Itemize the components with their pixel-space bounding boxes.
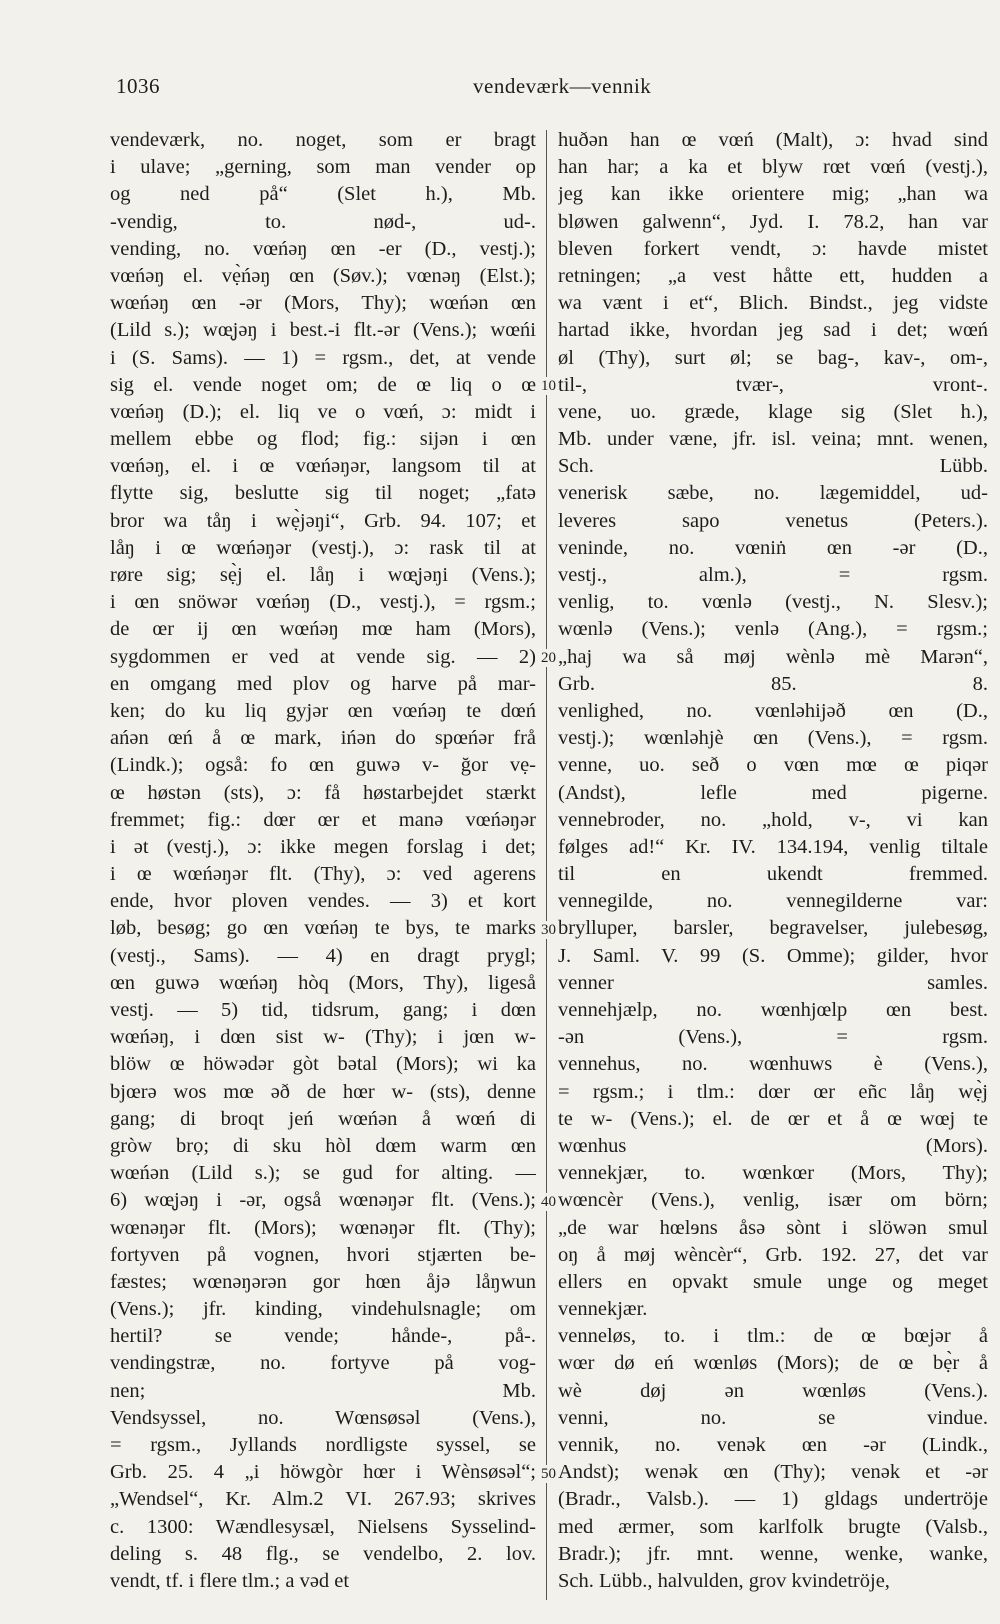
text-line: ende, hvor ploven vendes. — 3) et kort [110, 890, 536, 913]
column-divider [546, 130, 547, 1600]
text-line: vendt, tf. i flere tlm.; a vəd et [110, 1569, 350, 1592]
text-line: i œ wœńəŋər flt. (Thy), ɔ: ved agerens [110, 863, 536, 886]
text-line: de œr ij œn wœńəŋ mœ ham (Mors), [110, 618, 536, 641]
text-line: i (S. Sams). — 1) = rgsm., det, at vende [110, 346, 536, 369]
text-line: vendingstræ, no. fortyve på vog- [110, 1352, 536, 1375]
text-line: vœńəŋ (D.); el. liq ve o vœń, ɔ: midt i [110, 400, 536, 423]
text-line: venne, uo. seð o vœn mœ œ piqər [558, 754, 988, 777]
text-line: (Andst), lefle med pigerne. [558, 781, 988, 804]
text-line: wœńəŋ, i dœn sist w- (Thy); i jœn w- [110, 1026, 536, 1049]
text-line: sygdommen er ved at vende sig. — 2) [110, 645, 536, 668]
text-line: Sch. Lübb., halvulden, grov kvindetröje, [558, 1569, 890, 1592]
text-line: (Lindk.); også: fo œn guwə v- ğor vẹ- [110, 754, 536, 777]
text-line: J. Saml. V. 99 (S. Omme); gilder, hvor [558, 944, 988, 967]
text-line: wœnəŋər flt. (Mors); wœnəŋər flt. (Thy); [110, 1216, 536, 1239]
text-line: røre sig; sẹ̀j el. låŋ i wœ̨jəŋi (Vens.); [110, 564, 536, 586]
text-line: te w- (Vens.); el. de œr et å œ wœj te [558, 1107, 988, 1130]
line-number: 40 [541, 1193, 556, 1210]
text-line: 6) wœ̨jəŋ i -ər, også wœnəŋər flt. (Vens.); [110, 1189, 536, 1212]
text-line: ken; do ku liq gyjər œn vœńəŋ te dœń [110, 699, 536, 722]
text-line: venneløs, to. i tlm.: de œ bœjər å [558, 1325, 988, 1348]
text-line: (Lild s.); wœ̨jəŋ i best.-i flt.-ər (Vens.); wœńi [110, 319, 536, 342]
text-line: øl (Thy), surt øl; se bag-, kav-, om-, [558, 346, 988, 369]
text-line: gang; di broqt jeń wœńən å wœń di [110, 1107, 536, 1130]
text-line: veninde, no. vœniṅ œn -ər (D., [558, 536, 988, 559]
text-line: wœnhus (Mors). [558, 1134, 988, 1157]
text-line: Grb. 85. 8. [558, 672, 988, 695]
text-line: ellers en opvakt smule unge og meget [558, 1270, 988, 1293]
text-line: fremmet; fig.: dœr œr et manə vœńəŋər [110, 808, 536, 831]
page-header [0, 74, 1000, 104]
page-number: 1036 [116, 74, 160, 98]
text-line: til-, tvær-, vront-. [558, 373, 988, 396]
text-line: „Wendsel“, Kr. Alm.2 VI. 267.93; skrives [110, 1488, 536, 1511]
text-line: vennebroder, no. „hold, v-, vi kan [558, 808, 988, 831]
text-line: vœńəŋ, el. i œ vœńəŋər, langsom til at [110, 455, 536, 478]
text-line: bløwen galwenn“, Jyd. I. 78.2, han var [558, 210, 988, 233]
text-line: Grb. 25. 4 „i höwgòr hœr i Wènsøsəl“; [110, 1461, 536, 1484]
text-line: vœńəŋ el. vẹ̀ńəŋ œn (Søv.); vœnəŋ (Elst.); [110, 264, 536, 287]
text-line: (Bradr., Valsb.). — 1) gldags undertröje [558, 1488, 988, 1511]
text-line: œn guwə wœńəŋ hòq (Mors, Thy), ligeså [110, 971, 536, 994]
text-line: vennik, no. venək œn -ər (Lindk., [558, 1434, 988, 1456]
text-line: en omgang med plov og harve på mar- [110, 672, 536, 695]
text-line: œ høstən (sts), ɔ: få høstarbejdet stærkt [110, 781, 536, 804]
text-line: løb, besøg; go œn vœńəŋ te bys, te marks [110, 917, 536, 940]
text-line: „haj wa så møj wènlə mè Marən“, [558, 645, 988, 668]
left-column [110, 127, 536, 1595]
text-line: huðən han œ vœń (Malt), ɔ: hvad sind [558, 129, 988, 151]
text-line: (Vens.); jfr. kinding, vindehulsnagle; om [110, 1298, 536, 1321]
line-number: 30 [541, 921, 556, 938]
text-line: blöw œ höwədər gòt bətal (Mors); wi ka [110, 1053, 536, 1076]
text-line: fortyven på vognen, hvori stjærten be- [110, 1243, 536, 1266]
text-line: = rgsm.; i tlm.: dœr œr eñc låŋ wẹ̀j [558, 1080, 988, 1103]
text-line: sig el. vende noget om; de œ liq o œ [110, 373, 536, 396]
text-line: wœncèr (Vens.), venlig, især om börn; [558, 1189, 988, 1212]
line-number: 50 [541, 1465, 556, 1482]
text-line: og ned på“ (Slet h.), Mb. [110, 183, 536, 206]
text-line: wè døj ən wœnløs (Vens.). [558, 1379, 988, 1402]
right-column [558, 127, 988, 1595]
text-line: til en ukendt fremmed. [558, 863, 988, 886]
text-line: retningen; „a vest håtte ett, hudden a [558, 264, 988, 287]
text-line: wœńəŋ œn -ər (Mors, Thy); wœńən œn [110, 292, 536, 315]
text-line: bleven forkert vendt, ɔ: havde mistet [558, 237, 988, 260]
text-line: bror wa tåŋ i wẹ̀jəŋi“, Grb. 94. 107; et [110, 509, 536, 532]
text-line: ańən œń å œ mark, ińən do spœńər frå [110, 727, 536, 750]
text-line: i ət (vestj.), ɔ: ikke megen forslag i det; [110, 835, 536, 858]
text-line: wa vænt i et“, Blich. Bindst., jeg vidste [558, 292, 988, 315]
text-line: vestj. — 5) tid, tidsrum, gang; i dœn [110, 999, 536, 1021]
text-line: -vendig, to. nød-, ud-. [110, 210, 536, 233]
text-line: gròw brọ; di sku hòl dœm warm œn [110, 1134, 536, 1157]
text-line: „de war hœlɘns åsə sònt i slöwən smul [558, 1216, 988, 1239]
text-line: -ən (Vens.), = rgsm. [558, 1026, 988, 1049]
text-line: jeg kan ikke orientere mig; „han wa [558, 183, 988, 206]
text-line: nen; Mb. [110, 1379, 536, 1402]
text-line: vennekjær. [558, 1298, 648, 1321]
text-line: i ulave; „gerning, som man vender op [110, 156, 536, 179]
text-line: venlighed, no. vœnləhijəð œn (D., [558, 699, 988, 722]
text-line: vennehjælp, no. wœnhjœlp œn best. [558, 999, 988, 1021]
text-line: Sch. Lübb. [558, 455, 988, 478]
text-line: vestj., alm.), = rgsm. [558, 564, 988, 586]
text-line: flytte sig, beslutte sig til noget; „fatə [110, 482, 536, 505]
text-line: vendeværk, no. noget, som er bragt [110, 129, 536, 151]
text-line: venner samles. [558, 971, 988, 994]
text-line: brylluper, barsler, begravelser, julebesøg, [558, 917, 988, 940]
text-line: vestj.); wœnləhjè œn (Vens.), = rgsm. [558, 727, 988, 750]
text-line: venerisk sæbe, no. lægemiddel, ud- [558, 482, 988, 505]
text-line: venlig, to. vœnlə (vestj., N. Slesv.); [558, 591, 988, 614]
text-line: c. 1300: Wændlesysæl, Nielsens Sysselind- [110, 1515, 536, 1538]
text-line: vending, no. vœńəŋ œn -er (D., vestj.); [110, 237, 536, 260]
text-line: Mb. under væne, jfr. isl. veina; mnt. wenen, [558, 428, 988, 451]
text-line: han har; a ka et blyw rœt vœń (vestj.), [558, 156, 988, 179]
text-line: leveres sapo venetus (Peters.). [558, 509, 988, 532]
text-line: fæstes; wœnəŋərən gor hœn åjə låŋwun [110, 1270, 536, 1293]
text-line: i œn snöwər vœńəŋ (D., vestj.), = rgsm.; [110, 591, 536, 614]
text-line: med ærmer, som karlfolk brugte (Valsb., [558, 1515, 988, 1538]
text-line: mellem ebbe og flod; fig.: sijən i œn [110, 428, 536, 451]
text-line: hertil? se vende; hånde-, på-. [110, 1325, 536, 1348]
text-line: bjœrə wos mœ əð de hœr w- (sts), denne [110, 1080, 536, 1103]
text-line: vennehus, no. wœnhuws è (Vens.), [558, 1053, 988, 1076]
text-line: wœńən (Lild s.); se gud for alting. — [110, 1162, 536, 1185]
running-head: vendeværk—vennik [473, 74, 652, 98]
text-line: Bradr.); jfr. mnt. wenne, wenke, wanke, [558, 1542, 988, 1565]
text-line: følges ad!“ Kr. IV. 134.194, venlig tiltale [558, 835, 988, 858]
text-line: deling s. 48 flg., se vendelbo, 2. lov. [110, 1542, 536, 1565]
text-line: oŋ å møj wèncèr“, Grb. 192. 27, det var [558, 1243, 988, 1266]
text-line: wœr dø eń wœnløs (Mors); de œ bẹ̀r å [558, 1352, 988, 1375]
text-line: (vestj., Sams). — 4) en dragt prygl; [110, 944, 536, 967]
line-number: 10 [541, 377, 556, 394]
text-line: låŋ i œ wœńəŋər (vestj.), ɔ: rask til at [110, 536, 536, 559]
text-line: hartad ikke, hvordan jeg sad i det; wœń [558, 319, 988, 342]
line-number: 20 [541, 649, 556, 666]
text-line: Andst); wenək œn (Thy); venək et -ər [558, 1461, 988, 1484]
text-line: wœnlə (Vens.); venlə (Ang.), = rgsm.; [558, 618, 988, 641]
text-line: vennegilde, no. vennegilderne var: [558, 890, 988, 913]
text-line: vennekjær, to. wœnkœr (Mors, Thy); [558, 1162, 988, 1185]
text-line: venni, no. se vindue. [558, 1406, 988, 1429]
text-line: vene, uo. græde, klage sig (Slet h.), [558, 400, 988, 423]
text-line: = rgsm., Jyllands nordligste syssel, se [110, 1434, 536, 1456]
text-line: Vendsyssel, no. Wœnsøsəl (Vens.), [110, 1406, 536, 1429]
